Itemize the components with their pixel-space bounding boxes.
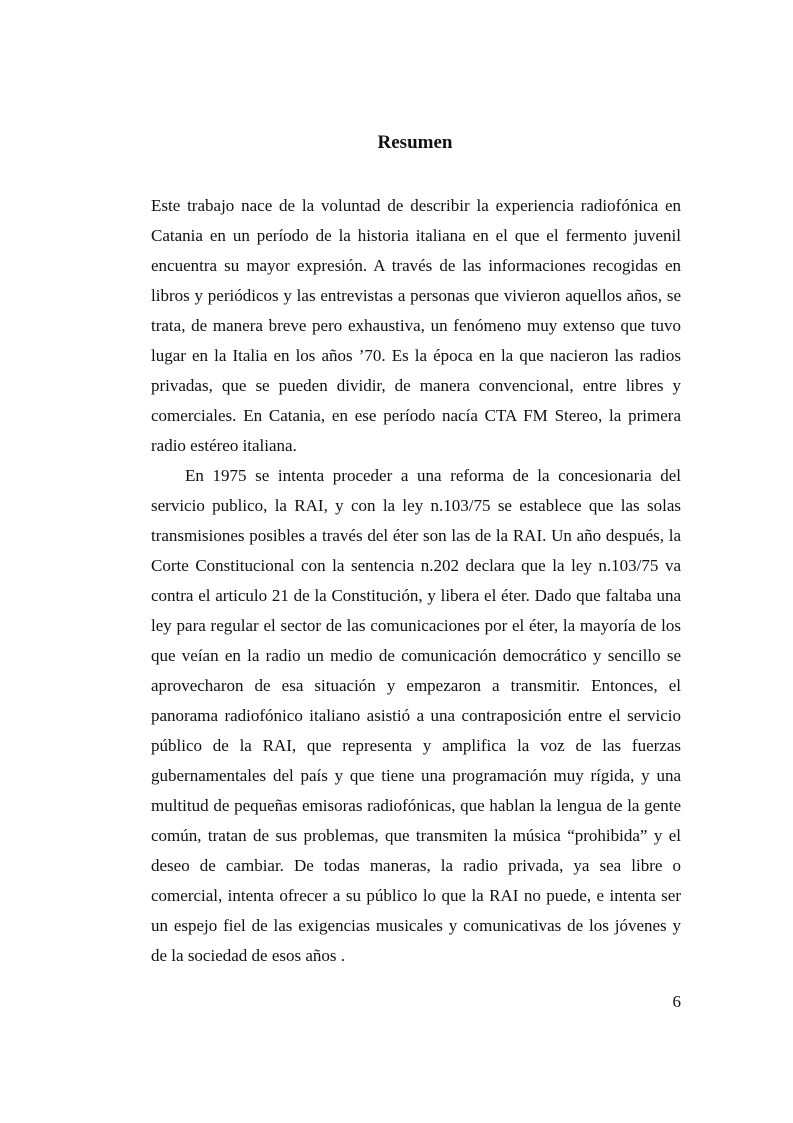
- paragraph-intro: Este trabajo nace de la voluntad de describir la experiencia radiofónica en Catania en un período de la historia italiana en el que el fermento juvenil encuentra su mayor expresión. A través de las informaciones recogidas en libros y periódicos y las entrevistas a personas que vivieron aquellos años, se trata, de manera breve pero exhaustiva, un fenómeno muy extenso que tuvo lugar en la Italia en los años ’70. Es la época en la que nacieron las radios privadas, que se pueden dividir, de manera convencional, entre libres y comerciales. En Catania, en ese período nacía CTA FM Stereo, la primera radio estéreo italiana.: [151, 196, 681, 455]
- paragraph-history: En 1975 se intenta proceder a una reforma de la concesionaria del servicio publico, la RAI, y con la ley n.103/75 se establece que las solas transmisiones posibles a través del éter son las de la RAI. Un año después, la Corte Constitucional con la sentencia n.202 declara que la ley n.103/75 va contra el articulo 21 de la Constitución, y libera el éter. Dado que faltaba una ley para regular el sector de las comunicaciones por el éter, la mayoría de los que veían en la radio un medio de comunicación democrático y sencillo se aprovecharon de esa situación y empezaron a transmitir. Entonces, el panorama radiofónico italiano asistió a una contraposición entre el servicio público de la RAI, que representa y amplifica la voz de las fuerzas gubernamentales del país y que tiene una programación muy rígida, y una multitud de pequeñas emisoras radiofónicas, que hablan la lengua de la gente común, tratan de sus problemas, que transmiten la música “prohibida” y el deseo de cambiar. De todas maneras, la radio privada, ya sea libre o comercial, intenta ofrecer a su público lo que la RAI no puede, e intenta ser un espejo fiel de las exigencias musicales y comunicativas de los jóvenes y de la sociedad de esos años .: [151, 466, 681, 965]
- page-title: Resumen: [377, 132, 453, 153]
- page-number: 6: [672, 992, 681, 1011]
- body-text: [151, 191, 681, 971]
